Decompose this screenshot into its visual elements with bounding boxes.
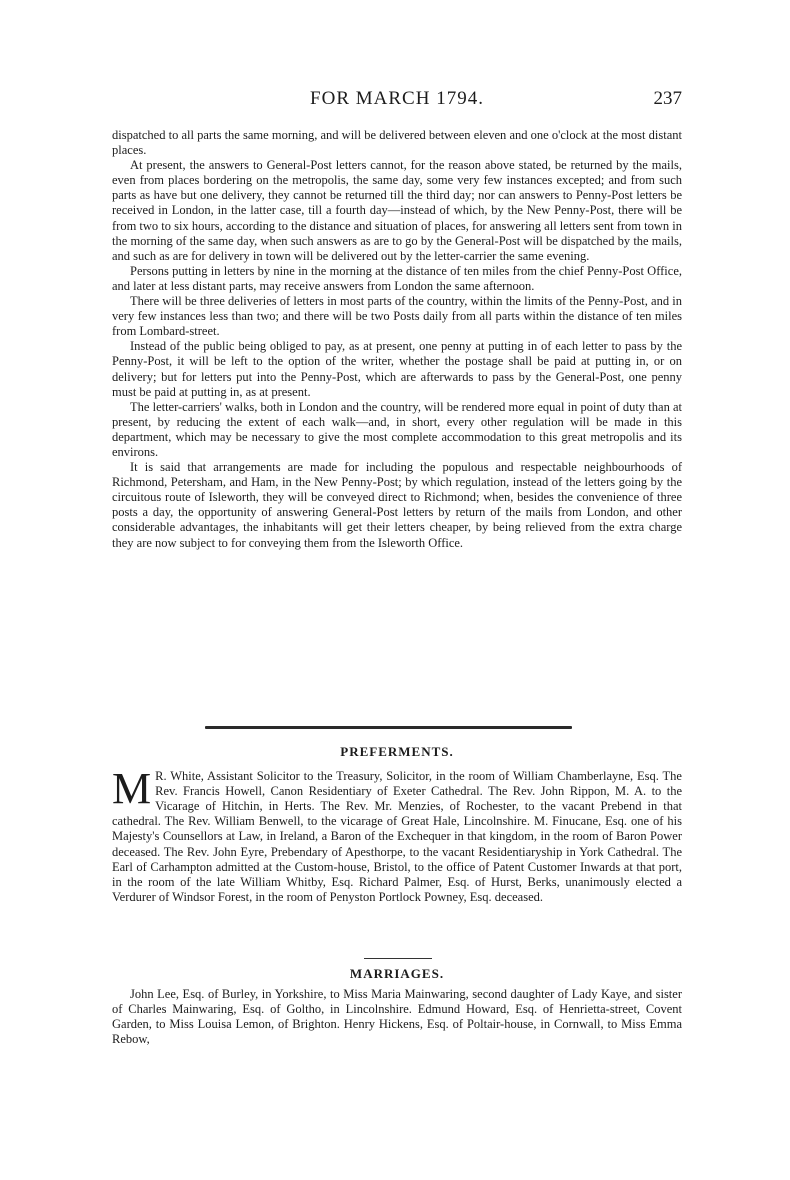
body-paragraph: Instead of the public being obliged to pay, as at present, one penny at putting in of each letter to pass by the Penny-Post, it will be left to the option of the writer, whether the postage shall be paid at putting in, or on delivery; but for letters put into the Penny-Post, which are afterwards to pass by the General-Post, one penny must be paid at putting in, as at present. xyxy=(112,339,682,399)
preferments-heading: PREFERMENTS. xyxy=(340,744,454,759)
page-number: 237 xyxy=(653,88,682,109)
preferments-text xyxy=(112,764,682,905)
body-paragraph: The letter-carriers' walks, both in London and the country, will be rendered more equal in point of duty than at present, by reducing the extent of each walk—and, in short, every other regulation will be made in this department, which may be necessary to give the most complete accommodation to this great metropolis and its environs. xyxy=(112,399,682,459)
marriages-heading: MARRIAGES. xyxy=(349,966,445,981)
short-divider xyxy=(364,958,432,959)
article-body xyxy=(112,128,682,551)
section-divider xyxy=(205,726,572,729)
page-header xyxy=(112,88,682,116)
body-paragraph: dispatched to all parts the same morning, and will be delivered between eleven and one o'clock at the most distant places. xyxy=(112,128,682,158)
running-title: FOR MARCH 1794. xyxy=(310,88,484,109)
body-paragraph: It is said that arrangements are made for including the populous and respectable neighbourhoods of Richmond, Petersham, and Ham, in the New Penny-Post; by which regulation, instead of the letters going by the circuitous route of Isleworth, they will be conveyed direct to Richmond; when, besides the convenience of three posts a day, the opportunity of answering General-Post letters by return of the mails from London, and other considerable advantages, the inhabitants will get their letters cheaper, by being relieved from the extra charge they are now subject to for conveying them from the Isleworth Office. xyxy=(112,460,682,550)
body-paragraph: There will be three deliveries of letters in most parts of the country, within the limits of the Penny-Post, and in very few instances less than two; and there will be two Posts daily from all parts within the distance of ten miles from Lombard-street. xyxy=(112,294,682,339)
drop-cap: M xyxy=(112,764,152,814)
body-paragraph: Persons putting in letters by nine in the morning at the distance of ten miles from the chief Penny-Post Office, and later at less distant parts, may receive answers from London the same afternoon. xyxy=(112,263,682,293)
marriages-text: John Lee, Esq. of Burley, in Yorkshire, to Miss Maria Mainwaring, second daughter of Lady Kaye, and sister of Charles Mainwaring, Esq. of Goltho, in Lincolnshire. Edmund Howard, Esq. of Henrietta-street, Covent Garden, to Miss Louisa Lemon, of Brighton. Henry Hickens, Esq. of Poltair-house, in Cornwall, to Miss Emma Rebow, xyxy=(112,987,682,1047)
preferments-body: R. White, Assistant Solicitor to the Treasury, Solicitor, in the room of William Chamberlayne, Esq. The Rev. Francis Howell, Canon Residentiary of Exeter Cathedral. The Rev. John Rippon, M. A. to the Vicarage of Hitchin, in Herts. The Rev. Mr. Menzies, of Rochester, to the vacant Prebend in that cathedral. The Rev. William Benwell, to the vicarage of Great Hale, Lincolnshire. M. Finucane, Esq. one of his Majesty's Counsellors at Law, in Ireland, a Baron of the Exchequer in that kingdom, in the room of Baron Power deceased. The Rev. John Eyre, Prebendary of Apesthorpe, to the vacant Residentiaryship in York Cathedral. The Earl of Carhampton admitted at the Custom-house, Bristol, to the office of Patent Customer Inwards at that port, in the room of the late William Whitby, Esq. Richard Palmer, Esq. of Hurst, Berks, unanimously elected a Verdurer of Windsor Forest, in the room of Penyston Portlock Powney, Esq. deceased. xyxy=(112,769,682,904)
preferments-section xyxy=(112,744,682,905)
body-paragraph: At present, the answers to General-Post letters cannot, for the reason above stated, be returned by the mails, even from places bordering on the metropolis, the same day, some very few instances excepted; and from such parts as have but one delivery, they cannot be returned till the third day; nor can answers to Penny-Post letters be received in London, in the latter case, till a fourth day—instead of which, by the New Penny-Post, there will be from two to six hours, according to the distance and situation of places, for answering all letters sent from town in the morning of the same day, when such answers as are to go by the General-Post will be dispatched by the mails, and such as are for delivery in town will be delivered out by the letter-carrier the same evening. xyxy=(112,158,683,263)
marriages-section xyxy=(112,966,682,1047)
